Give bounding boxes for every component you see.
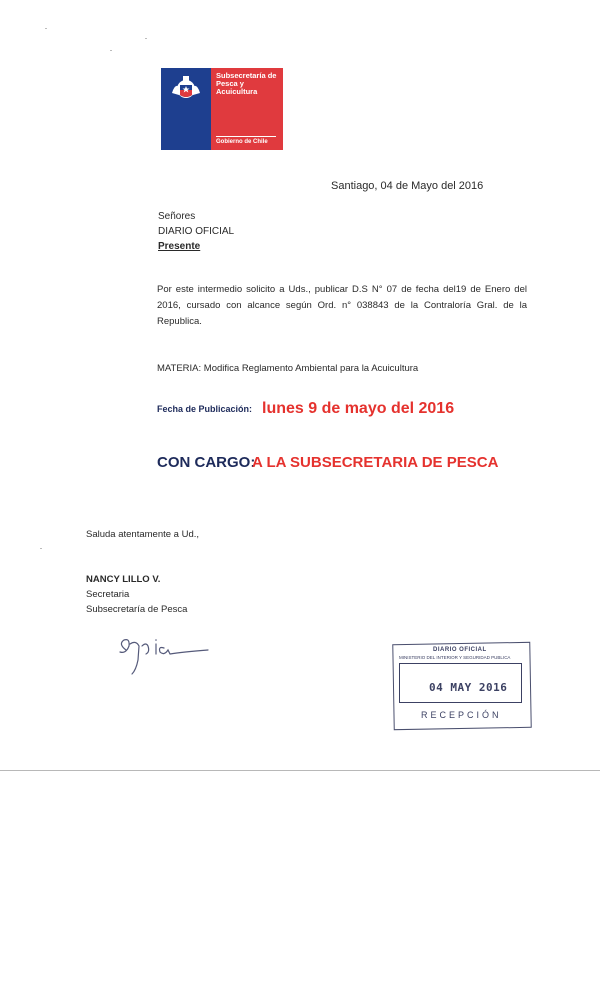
body-paragraph: Por este intermedio solicito a Uds., publicar D.S N° 07 de fecha del19 de Enero del 2016, cursado con alcance según Ord. n° 038843 de la Contraloría Gral. de la Republica. [157,284,527,327]
signer-office: Subsecretaría de Pesca [86,604,188,615]
page-bottom-rule [0,770,600,771]
institution-name: Subsecretaría de Pesca y Acuicultura [216,71,277,96]
reception-stamp [393,643,533,731]
stamp-label: RECEPCIÓN [421,710,502,720]
signer-title: Secretaria [86,589,130,600]
cargo-value: A LA SUBSECRETARIA DE PESCA [252,454,499,471]
scan-speck [145,38,147,39]
date-line: Santiago, 04 de Mayo del 2016 [331,180,484,192]
scan-speck [40,548,42,549]
stamp-subheader: MINISTERIO DEL INTERIOR Y SEGURIDAD PUBLICA [399,655,511,660]
handwritten-signature [112,630,222,680]
recipient-salutation: Señores [158,211,196,222]
signer-block [86,572,187,617]
cargo-label: CON CARGO: [157,454,256,471]
recipient-presente: Presente [158,241,201,252]
closing-line: Saluda atentamente a Ud., [86,529,200,540]
signer-name: NANCY LILLO V. [86,574,161,585]
logo-divider [216,136,276,137]
recipient-block [158,209,234,254]
letterhead-logo [161,68,283,150]
materia-line: MATERIA: Modifica Reglamento Ambiental para la Acuicultura [157,363,419,374]
publication-label: Fecha de Publicación: [157,404,253,414]
stamp-header: DIARIO OFICIAL [433,647,487,653]
scan-speck [45,28,47,29]
recipient-name: DIARIO OFICIAL [158,226,235,237]
coat-of-arms-icon [166,73,206,101]
scan-speck [110,50,112,51]
stamp-date: 04 MAY 2016 [429,681,508,694]
government-name: Gobierno de Chile [216,139,268,145]
publication-date: lunes 9 de mayo del 2016 [262,400,455,417]
logo-blue-panel [161,68,211,150]
